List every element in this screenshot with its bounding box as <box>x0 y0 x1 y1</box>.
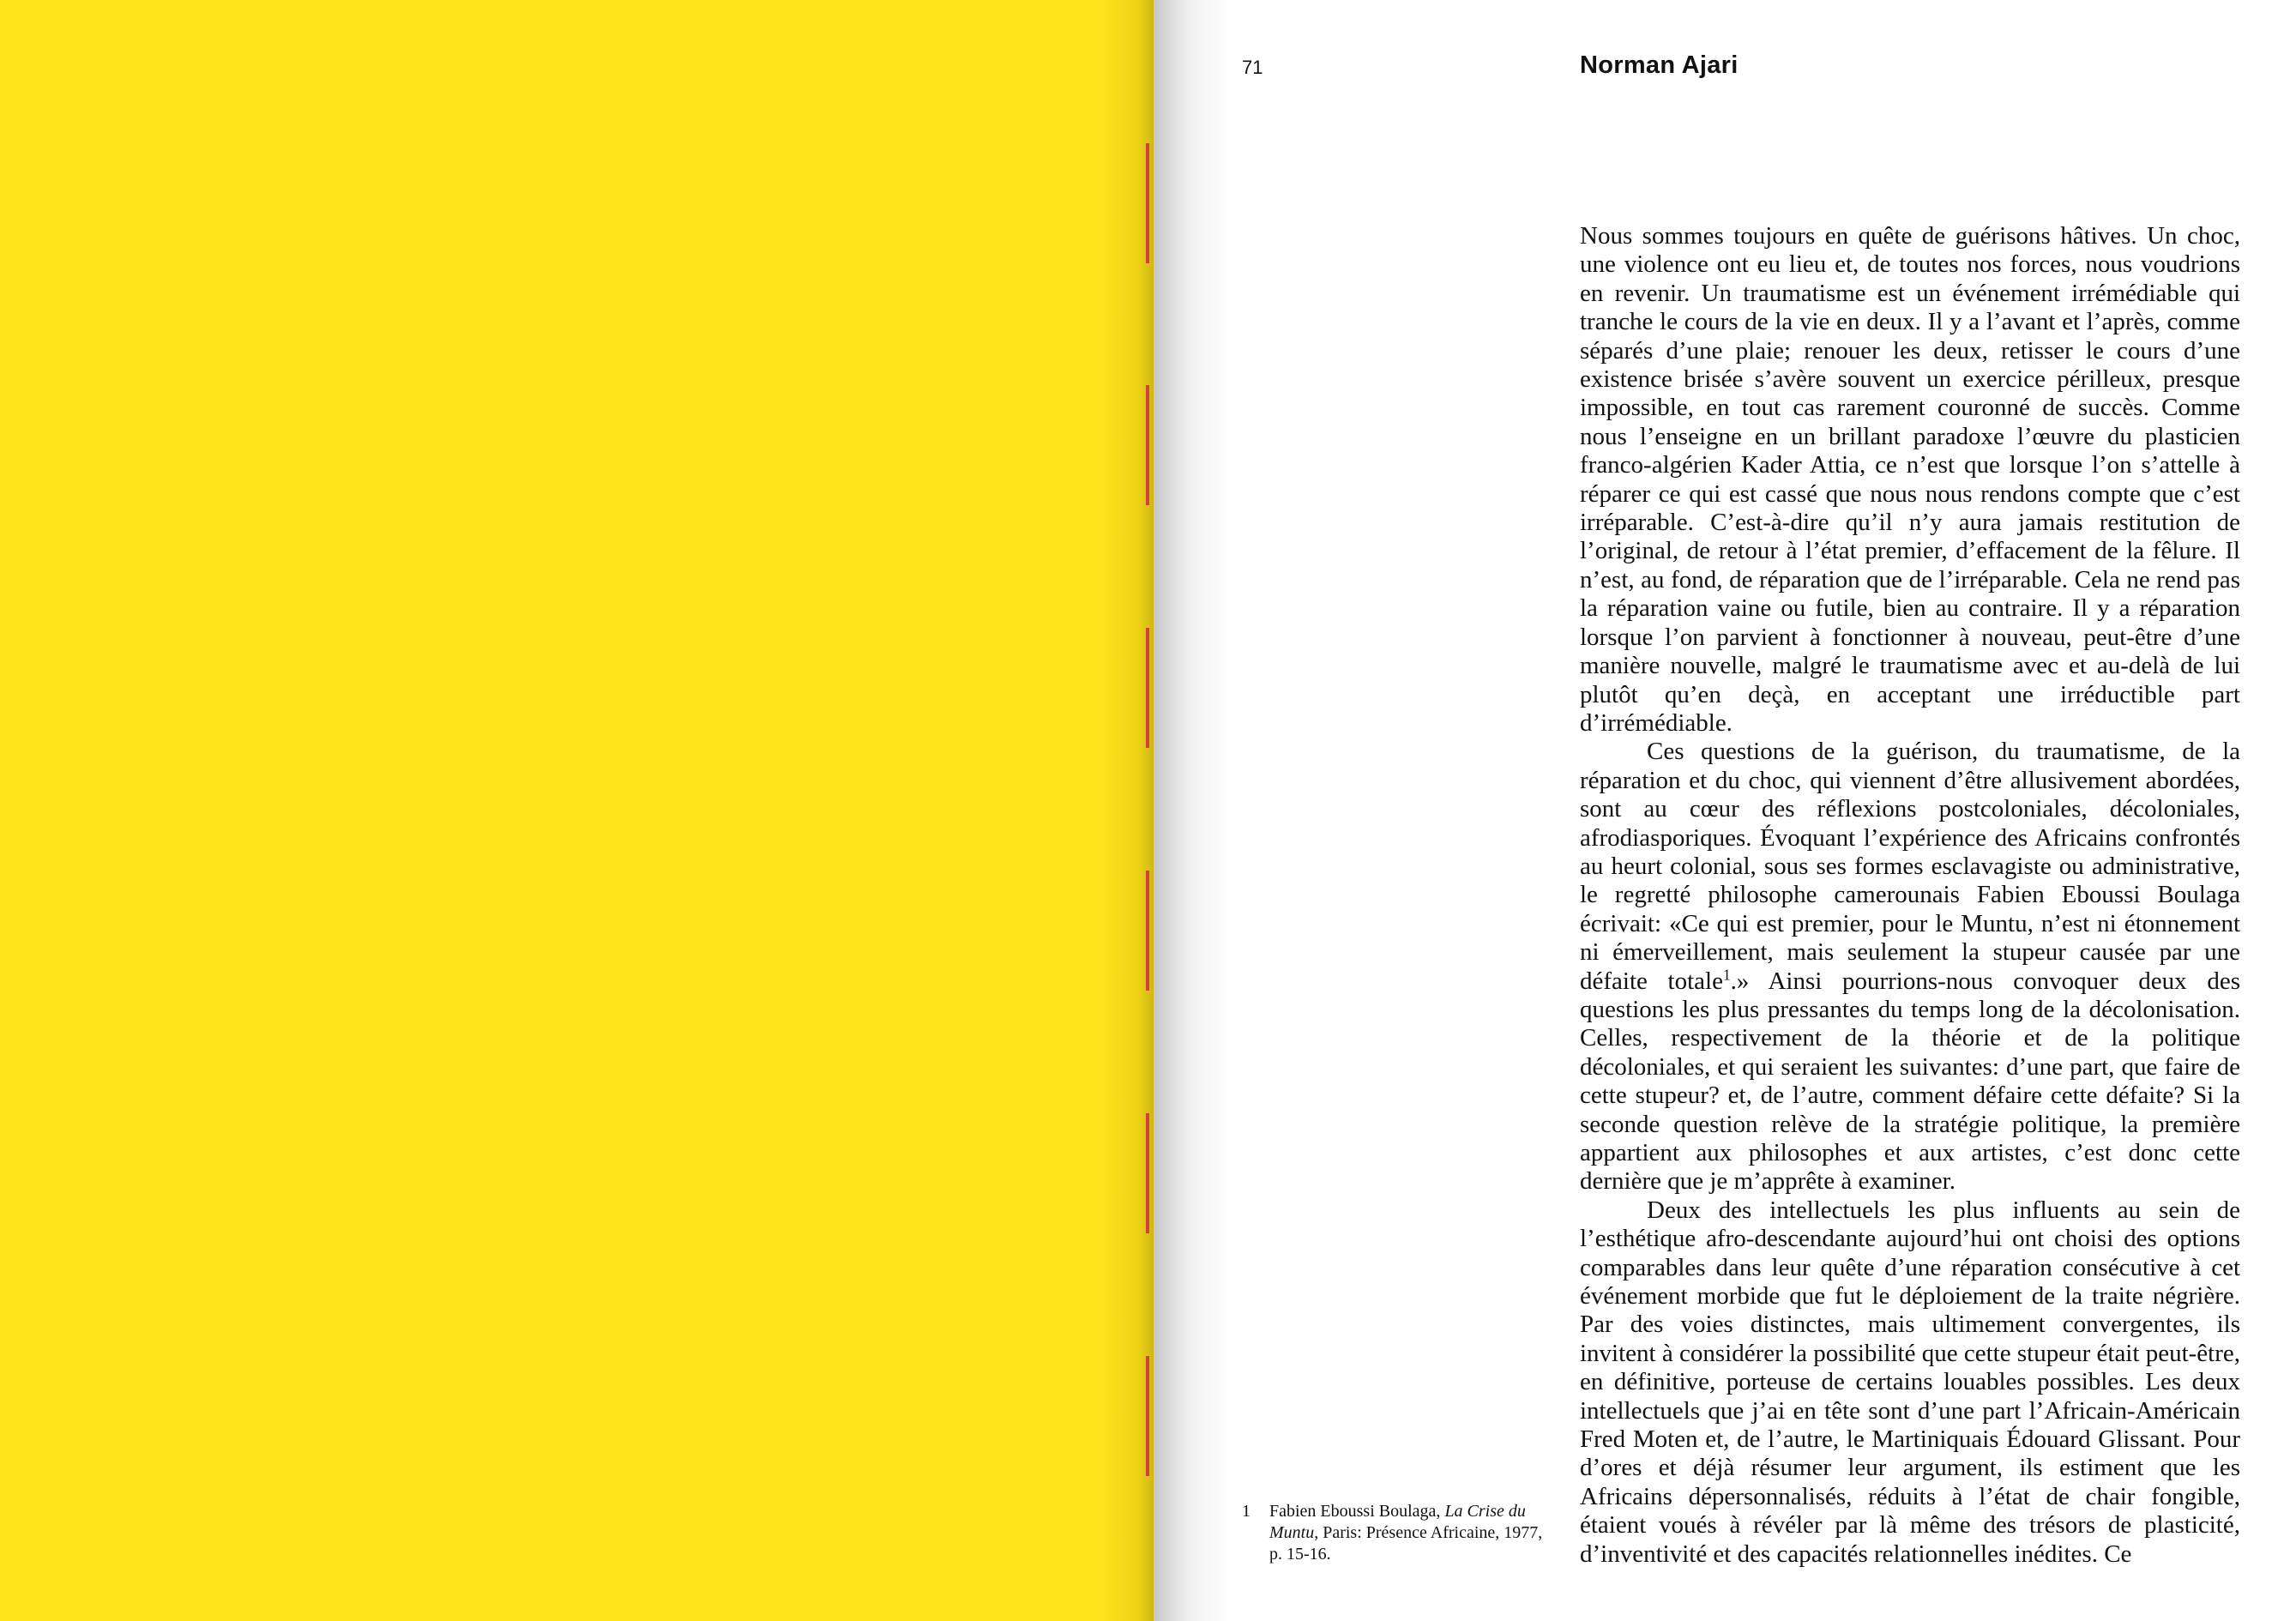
binding-stitch <box>1146 1113 1149 1233</box>
running-header-author: Norman Ajari <box>1580 51 1739 79</box>
page-number: 71 <box>1242 57 1263 78</box>
paragraph-2 <box>1580 738 2240 1196</box>
footnote-number: 1 <box>1242 1502 1250 1521</box>
binding-stitch <box>1146 385 1149 505</box>
paragraph-2-text-a: Ces questions de la guérison, du traumatisme, de la réparation et du choc, qui viennent d’être allusivement abordées, sont au cœur des réflexions postcoloniales, décoloniales, afrodiasporiques. Évoquant l’expérience des Africains confrontés au heurt colonial, sous ses formes esclavagiste ou administrative, le regretté philosophe camerounais Fabien Eboussi Boulaga écrivait: «Ce qui est premier, pour le Muntu, n’est ni étonnement ni émerveillement, mais seulement la stupeur causée par une défaite totale <box>1580 738 2240 995</box>
main-text-column <box>1580 222 2240 1569</box>
footnote-text <box>1269 1501 1551 1565</box>
binding-stitch <box>1146 1356 1149 1476</box>
binding-stitch <box>1146 628 1149 748</box>
footnote-title: La Crise du Muntu <box>1269 1502 1526 1542</box>
gutter-shadow-right <box>1154 0 1231 1621</box>
paragraph-3: Deux des intellectuels les plus influents au sein de l’esthétique afro-descendante aujourd’hui ont choisi des options comparables dans leur quête d’une réparation consécutive à cet événement morbide que fut le déploiement de la traite négrière. Par des voies distinctes, mais ultimement convergentes, ils invitent à considérer la possibilité que cette stupeur était peut-être, en définitive, porteuse de certains louables possibles. Les deux intellectuels que j’ai en tête sont d’une part l’Africain-Américain Fred Moten et, de l’autre, le Martiniquais Édouard Glissant. Pour d’ores et déjà résumer leur argument, ils estiment que les Africains dépersonnalisés, réduits à l’état de chair fongible, étaient voués à révéler par là même des trésors de plasticité, d’inventivité et des capacités relationnelles inédites. Ce <box>1580 1196 2240 1568</box>
binding-stitch <box>1146 871 1149 991</box>
paragraph-2-text-b: .» Ainsi pourrions-nous convoquer deux des questions les plus pressantes du temps long de la décolonisation. Celles, respectivement de la théorie et de la politique décoloniales, et qui seraient les suivantes: d’une part, que faire de cette stupeur? et, de l’autre, comment défaire cette défaite? Si la seconde question relève de la stratégie politique, la première appartient aux philosophes et aux artistes, c’est donc cette dernière que je m’apprête à examiner. <box>1580 967 2240 1196</box>
footnote-publication: , Paris: Présence Africaine, 1977, p. 15-16. <box>1269 1523 1543 1564</box>
binding-stitch <box>1146 143 1149 263</box>
footnote-author: Fabien Eboussi Boulaga, <box>1269 1502 1445 1521</box>
footnote <box>1242 1501 1551 1565</box>
paragraph-1: Nous sommes toujours en quête de guérisons hâtives. Un choc, une violence ont eu lieu et, de toutes nos forces, nous voudrions en revenir. Un traumatisme est un événement irrémédiable qui tranche le cours de la vie en deux. Il y a l’avant et l’après, comme séparés d’une plaie; renouer les deux, retisser le cours d’une existence brisée s’avère souvent un exercice périlleux, presque impossible, en tout cas rarement couronné de succès. Comme nous l’enseigne en un brillant paradoxe l’œuvre du plasticien franco-algérien Kader Attia, ce n’est que lorsque l’on s’attelle à réparer ce qui est cassé que nous nous rendons compte que c’est irréparable. C’est-à-dire qu’il n’y aura jamais restitution de l’original, de retour à l’état premier, d’effacement de la fêlure. Il n’est, au fond, de réparation que de l’irréparable. Cela ne rend pas la réparation vaine ou futile, bien au contraire. Il y a réparation lorsque l’on parvient à fonctionner à nouveau, peut-être d’une manière nouvelle, malgré le traumatisme avec et au-delà de lui plutôt qu’en deçà, en acceptant une irréductible part d’irrémédiable. <box>1580 222 2240 737</box>
footnote-reference[interactable]: 1 <box>1722 965 1731 983</box>
